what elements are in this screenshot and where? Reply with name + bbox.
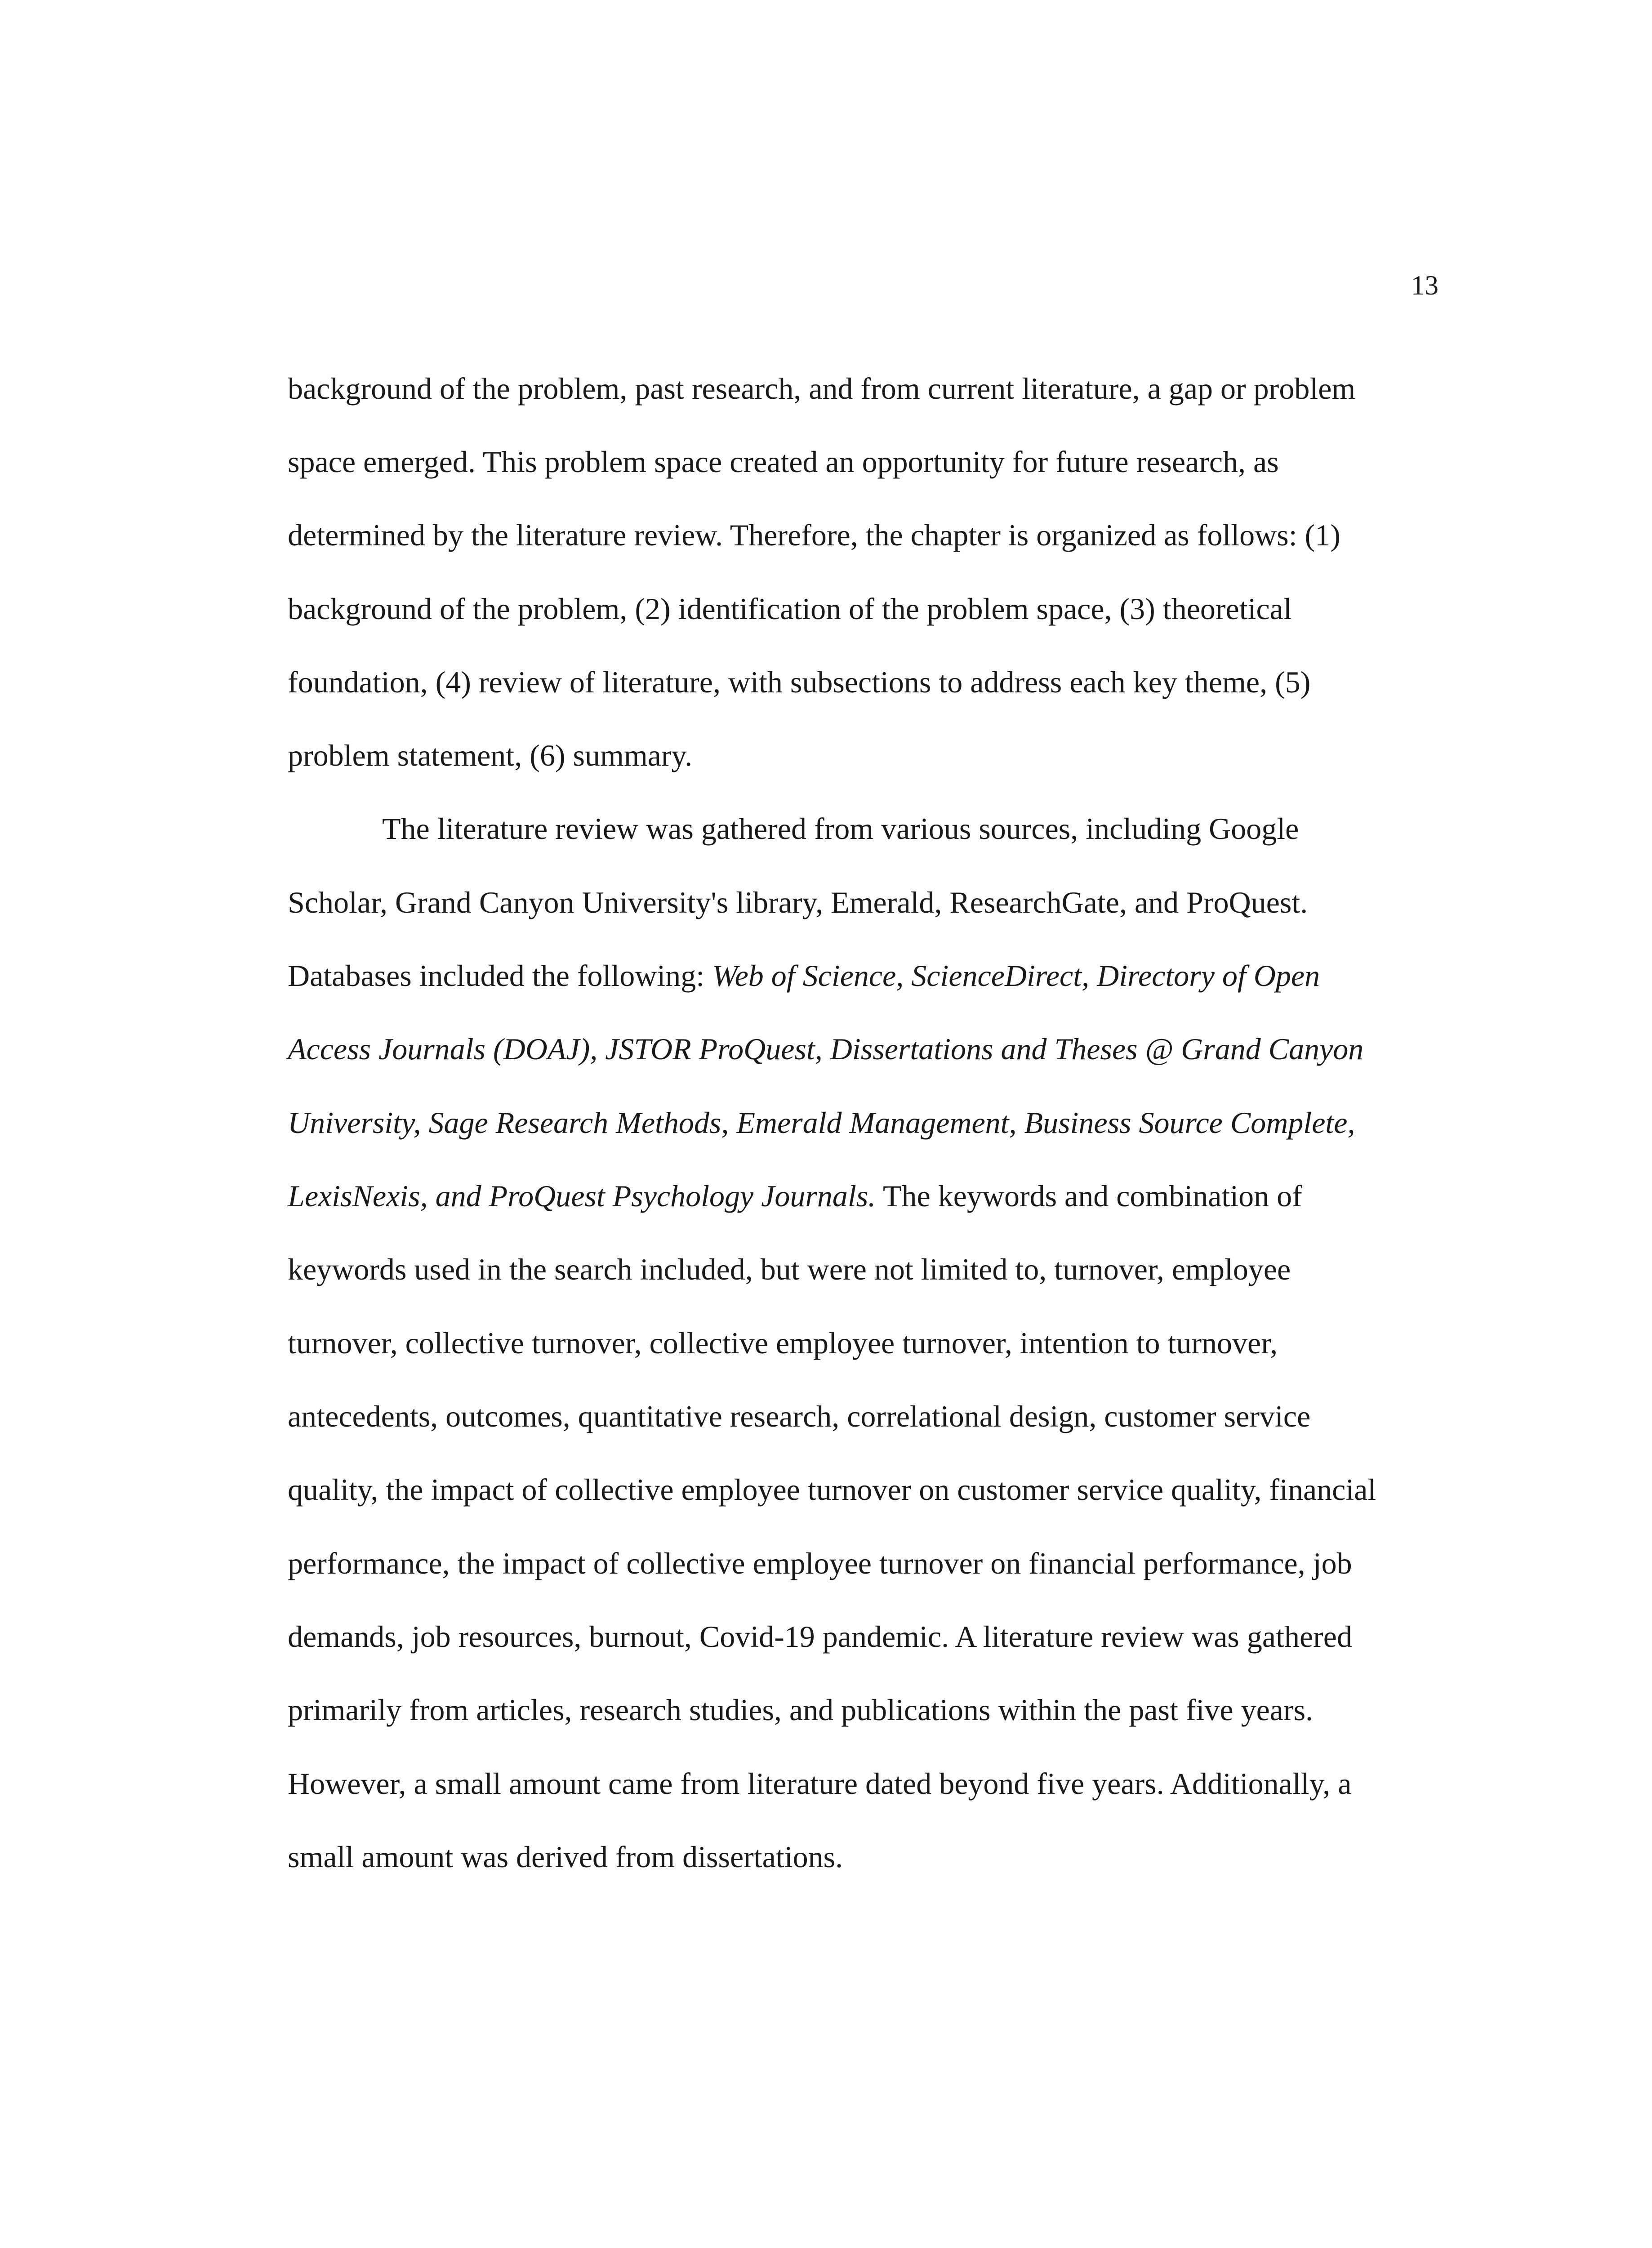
text-segment: Databases included the following: [288,959,712,993]
text-line: demands, job resources, burnout, Covid-19 pandemic. A literature review was gathered [288,1619,1352,1654]
text-line: background of the problem, past research, and from current literature, a gap or problem [288,371,1356,406]
text-line: quality, the impact of collective employee turnover on customer service quality, financial [288,1472,1376,1507]
text-line [288,1181,1302,1211]
text-line: performance, the impact of collective employee turnover on financial performance, job [288,1546,1352,1580]
italic-segment: Web of Science, ScienceDirect, Directory of Open [712,959,1320,993]
text-line: primarily from articles, research studies, and publications within the past five years. [288,1693,1314,1727]
text-line: determined by the literature review. Therefore, the chapter is organized as follows: (1) [288,518,1340,552]
text-line [288,1034,1363,1064]
text-line: background of the problem, (2) identification of the problem space, (3) theoretical [288,592,1292,626]
text-segment: The keywords and combination of [876,1179,1302,1213]
text-line: antecedents, outcomes, quantitative research, correlational design, customer service [288,1399,1311,1433]
page-number: 13 [1411,271,1438,301]
text-line [288,960,1320,991]
text-line: Scholar, Grand Canyon University's library, Emerald, ResearchGate, and ProQuest. [288,885,1308,919]
italic-segment: LexisNexis, and ProQuest Psychology Journals. [288,1179,876,1213]
text-line: foundation, (4) review of literature, with subsections to address each key theme, (5) [288,665,1311,699]
text-line: space emerged. This problem space created an opportunity for future research, as [288,445,1279,479]
text-line: problem statement, (6) summary. [288,738,693,772]
text-line: However, a small amount came from literature dated beyond five years. Additionally, a [288,1766,1352,1801]
text-line: small amount was derived from dissertations. [288,1840,843,1874]
text-line: turnover, collective turnover, collective employee turnover, intention to turnover, [288,1326,1278,1360]
text-line: The literature review was gathered from various sources, including Google [382,812,1299,846]
text-line: keywords used in the search included, but were not limited to, turnover, employee [288,1252,1291,1286]
text-line [288,1107,1355,1138]
italic-segment: Access Journals (DOAJ), JSTOR ProQuest, Dissertations and Theses @ Grand Canyon [288,1032,1364,1066]
italic-segment: University, Sage Research Methods, Emerald Management, Business Source Complete, [288,1106,1355,1140]
